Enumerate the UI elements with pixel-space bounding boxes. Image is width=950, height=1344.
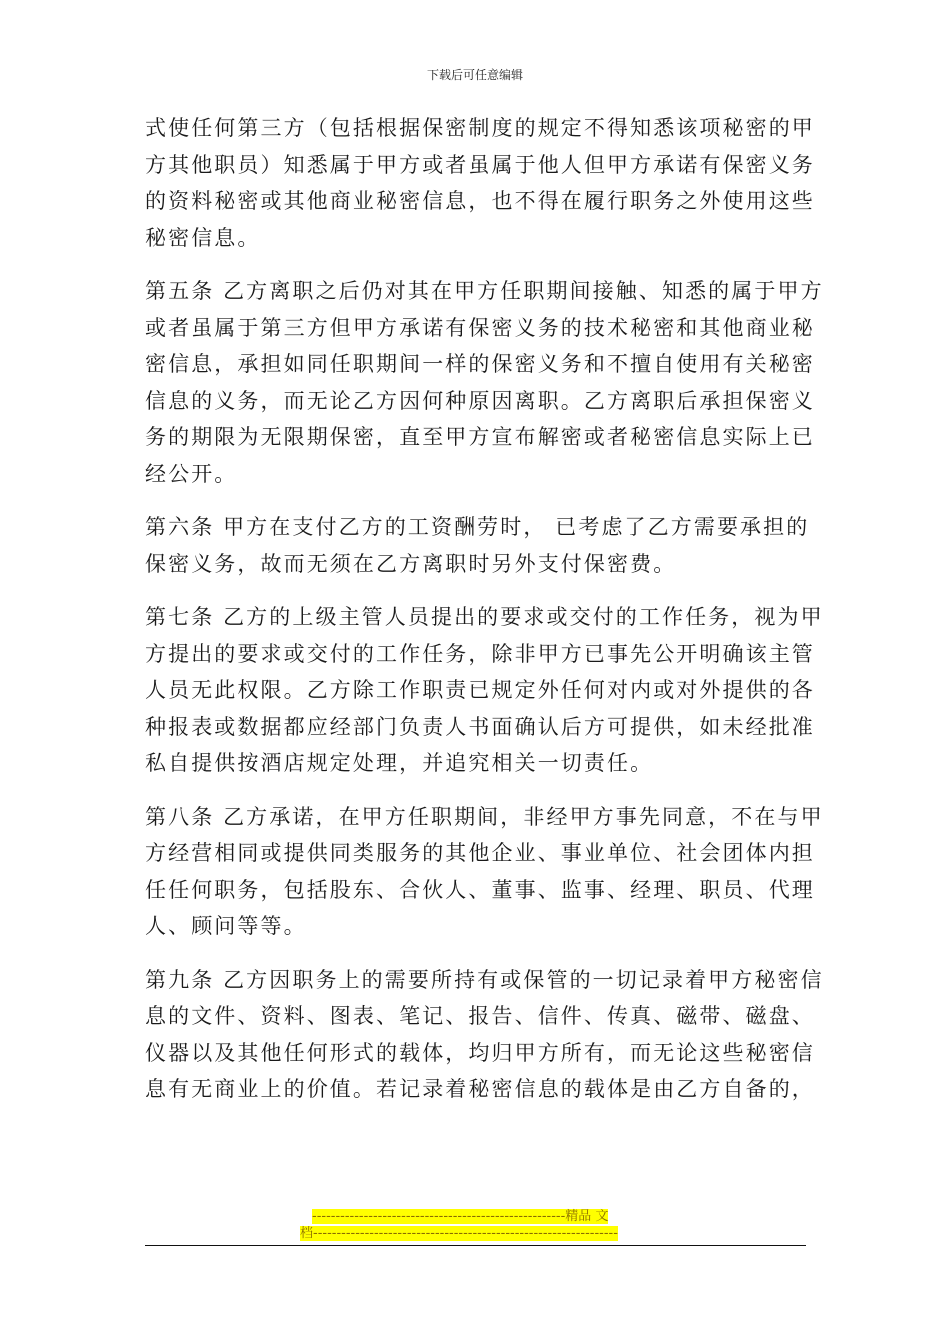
text-line: 务的期限为无限期保密，直至甲方宣布解密或者秘密信息实际上已 [145,425,815,449]
text-line: 或者虽属于第三方但甲方承诺有保密义务的技术秘密和其他商业秘 [145,315,815,340]
text-line: 种报表或数据都应经部门负责人书面确认后方可提供，如未经批准 [145,714,815,739]
text-line: 息有无商业上的价值。若记录着秘密信息的载体是由乙方自备的， [145,1077,815,1101]
text-line: 秘密信息。 [145,225,261,250]
paragraph-article-7 [145,599,824,782]
text-line: 私自提供按酒店规定处理，并追究相关一切责任。 [145,751,654,775]
footer-watermark [300,1208,650,1242]
text-line: 人员无此权限。乙方除工作职责已规定外任何对内或对外提供的各 [145,678,815,702]
text-line: 经公开。 [145,461,238,486]
text-line: 仪器以及其他任何形式的载体，均归甲方所有，而无论这些秘密信 [145,1040,815,1065]
footer-divider [145,1245,806,1246]
text-line: 第七条 乙方的上级主管人员提出的要求或交付的工作任务，视为甲 [145,605,824,629]
paragraph [145,110,815,256]
paragraph-article-9 [145,962,824,1108]
text-line: 的资料秘密或其他商业秘密信息，也不得在履行职务之外使用这些 [145,189,815,213]
text-line: 息的文件、资料、图表、笔记、报告、信件、传真、磁带、磁盘、 [145,1004,815,1028]
text-line: 保密义务，故而无须在乙方离职时另外支付保密费。 [145,551,677,576]
text-line: 密信息，承担如同任职期间一样的保密义务和不擅自使用有关秘密 [145,352,815,376]
text-line: 第五条 乙方离职之后仍对其在甲方任职期间接触、知悉的属于甲方 [145,279,824,303]
paragraph-article-8 [145,799,824,945]
text-line: 式使任何第三方（包括根据保密制度的规定不得知悉该项秘密的甲 [145,116,815,140]
text-line: 第九条 乙方因职务上的需要所持有或保管的一切记录着甲方秘密信 [145,967,824,992]
footer-line [300,1208,650,1225]
paragraph-article-5 [145,273,824,492]
paragraph-article-6 [145,509,810,582]
text-line: 方其他职员）知悉属于甲方或者虽属于他人但甲方承诺有保密义务 [145,152,815,177]
text-line: 方提出的要求或交付的工作任务，除非甲方已事先公开明确该主管 [145,641,815,666]
footer-highlight: ------------------------------------------------------精品 文 [312,1209,609,1224]
document-body [145,110,824,1125]
footer-highlight: 档----------------------------------------------------------------- [300,1226,618,1241]
text-line: 任任何职务，包括股东、合伙人、董事、监事、经理、职员、代理 [145,877,815,902]
text-line: 人、顾问等等。 [145,914,307,938]
text-line: 第八条 乙方承诺，在甲方任职期间，非经甲方事先同意，不在与甲 [145,804,824,829]
text-line: 第六条 甲方在支付乙方的工资酬劳时， 已考虑了乙方需要承担的 [145,515,810,539]
footer-line [300,1225,650,1242]
text-line: 信息的义务，而无论乙方因何种原因离职。乙方离职后承担保密义 [145,388,815,413]
header-note: 下载后可任意编辑 [426,68,523,82]
text-line: 方经营相同或提供同类服务的其他企业、事业单位、社会团体内担 [145,841,815,865]
